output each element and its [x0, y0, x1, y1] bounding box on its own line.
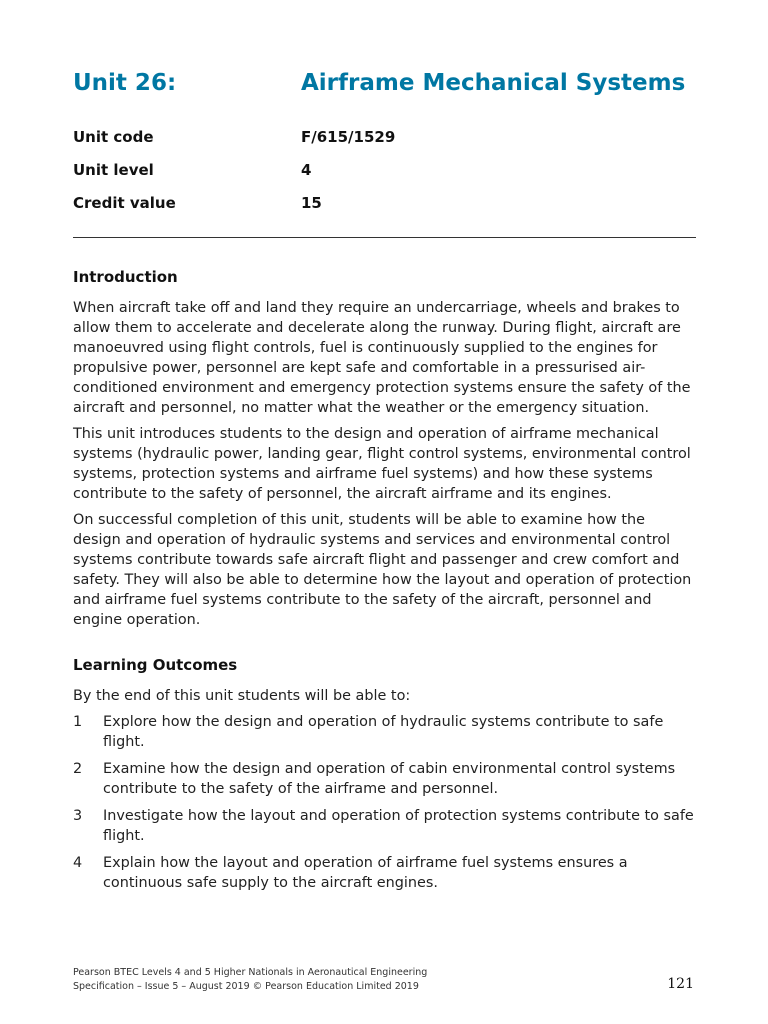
list-item: [73, 712, 696, 752]
introduction-heading: Introduction: [73, 268, 178, 286]
list-item-text: Explore how the design and operation of hydraulic systems contribute to safe flight.: [103, 714, 664, 750]
page-number: 121: [667, 976, 694, 992]
footer-line: Specification – Issue 5 – August 2019 © Pearson Education Limited 2019: [73, 981, 419, 992]
list-item-text: Explain how the layout and operation of airframe fuel systems ensures a continuous safe supply to the aircraft engines.: [103, 855, 628, 891]
meta-value: 4: [301, 161, 312, 179]
list-item: [73, 806, 696, 846]
meta-value: 15: [301, 194, 322, 212]
learning-outcomes-lead: By the end of this unit students will be able to:: [73, 688, 411, 704]
unit-content: [73, 266, 696, 900]
meta-row-unit-code: [73, 128, 696, 161]
page-footer: [73, 966, 696, 994]
meta-label: Credit value: [73, 194, 176, 212]
learning-outcomes-list: [73, 712, 696, 893]
unit-title: Airframe Mechanical Systems: [301, 70, 686, 96]
introduction-paragraph: This unit introduces students to the design and operation of airframe mechanical systems (hydraulic power, landing gear, flight control systems, environmental control systems, protection systems and airframe fuel systems) and how these systems contribute to the safety of personnel, the aircraft airframe and its engines.: [73, 426, 691, 502]
list-item: [73, 853, 696, 893]
horizontal-divider: [73, 237, 696, 238]
meta-row-unit-level: [73, 161, 696, 194]
list-item-number: 4: [73, 855, 83, 871]
list-item-number: 2: [73, 761, 83, 777]
meta-row-credit-value: [73, 194, 696, 227]
unit-number: Unit 26:: [73, 70, 177, 96]
unit-header: [73, 70, 696, 104]
list-item-number: 3: [73, 808, 83, 824]
list-item: [73, 759, 696, 799]
section-spacer: [73, 636, 696, 654]
meta-label: Unit level: [73, 161, 154, 179]
document-page: [73, 0, 696, 1024]
list-item-text: Investigate how the layout and operation of protection systems contribute to safe flight.: [103, 808, 694, 844]
list-item-text: Examine how the design and operation of cabin environmental control systems contribute to the safety of the airframe and personnel.: [103, 761, 676, 797]
introduction-paragraph: On successful completion of this unit, students will be able to examine how the design and operation of hydraulic systems and services and environmental control systems contribute towards safe aircraft flight and passenger and crew comfort and safety. They will also be able to determine how the layout and operation of protection and airframe fuel systems contribute to the safety of the aircraft, personnel and engine operation.: [73, 512, 692, 628]
footer-line: Pearson BTEC Levels 4 and 5 Higher Nationals in Aeronautical Engineering: [73, 967, 428, 978]
meta-value: F/615/1529: [301, 128, 396, 146]
learning-outcomes-heading: Learning Outcomes: [73, 656, 238, 674]
meta-label: Unit code: [73, 128, 154, 146]
introduction-paragraph: When aircraft take off and land they require an undercarriage, wheels and brakes to allow them to accelerate and decelerate along the runway. During flight, aircraft are manoeuvred using flight controls, fuel is continuously supplied to the engines for propulsive power, personnel are kept safe and comfortable in a pressurised air-conditioned environment and emergency protection systems ensure the safety of the aircraft and personnel, no matter what the weather or the emergency situation.: [73, 300, 691, 416]
list-item-number: 1: [73, 714, 83, 730]
unit-meta-table: [73, 128, 696, 227]
